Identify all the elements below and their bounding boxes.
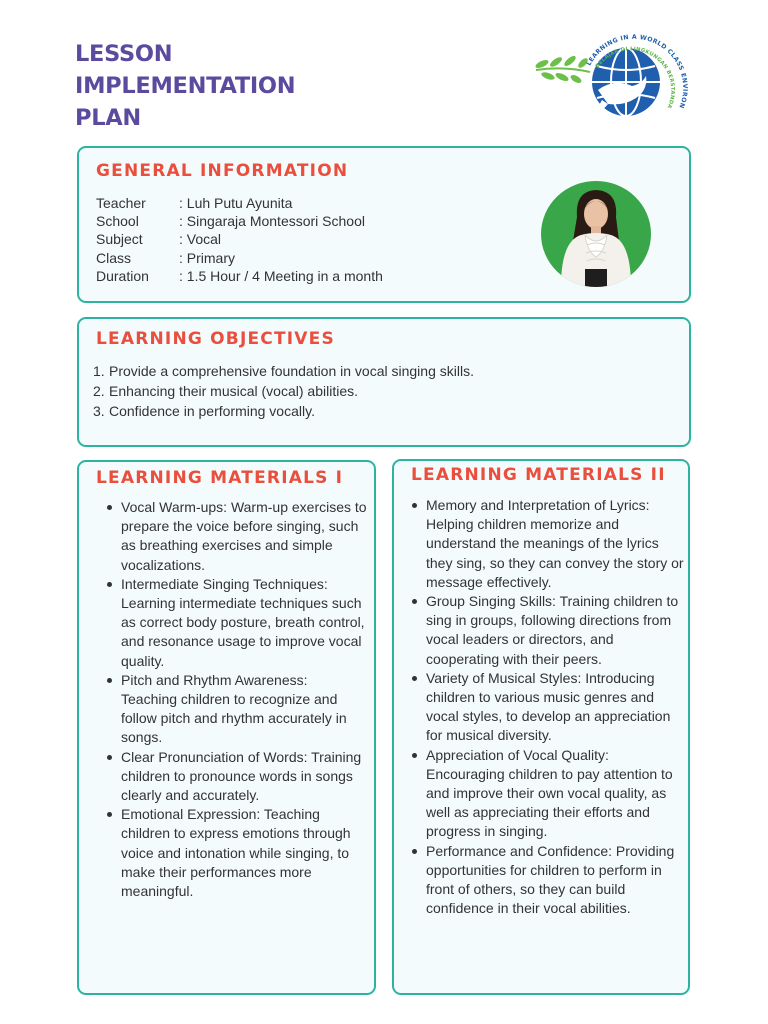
list-item	[93, 361, 474, 381]
svg-text:BELAJAR DI LINGKUNGAN BERSTAND: BELAJAR DI LINGKUNGAN BERSTANDA	[594, 46, 676, 110]
materials-2-list	[410, 496, 688, 918]
info-row-school	[96, 212, 383, 230]
learning-materials-2-heading: LEARNING MATERIALS II	[411, 465, 666, 485]
item-text: Enhancing their musical (vocal) abilities.	[109, 383, 358, 400]
list-item	[93, 401, 474, 421]
list-item: Vocal Warm-ups: Warm-up exercises to prepare the voice before singing, such as breathing exercises and simple vocalizations.	[105, 498, 367, 575]
school-logo	[528, 24, 693, 129]
list-item: Emotional Expression: Teaching children to express emotions through voice and intonation while singing, to make their performances more meaningful.	[105, 805, 367, 901]
info-value: : 1.5 Hour / 4 Meeting in a month	[179, 267, 383, 284]
objectives-list	[93, 361, 474, 422]
list-item: Intermediate Singing Techniques: Learning intermediate techniques such as correct body posture, breath control, and resonance usage to improve vocal quality.	[105, 575, 367, 671]
info-label: Class	[96, 249, 132, 266]
item-number: 2.	[93, 383, 105, 400]
learning-objectives-card	[77, 317, 691, 447]
general-information-list	[96, 194, 383, 285]
info-value: : Vocal	[179, 231, 222, 248]
item-number: 1.	[93, 363, 105, 379]
info-row-class	[96, 249, 383, 267]
general-information-card	[77, 146, 691, 303]
title-line-1: LESSON	[75, 41, 173, 67]
info-label: Teacher	[96, 195, 146, 211]
list-item: Appreciation of Vocal Quality: Encouraging children to pay attention to and improve their own vocal quality, as well as appreciating their efforts and progress in singing.	[410, 746, 688, 842]
list-item	[93, 381, 474, 401]
materials-1-list	[105, 498, 367, 901]
learning-materials-1-card	[77, 460, 376, 995]
page-title	[75, 38, 375, 134]
general-information-heading: GENERAL INFORMATION	[96, 161, 349, 181]
info-value: : Singaraja Montessori School	[179, 213, 365, 230]
title-line-3: PLAN	[75, 105, 141, 131]
list-item: Pitch and Rhythm Awareness: Teaching children to recognize and follow pitch and rhythm accurately in songs.	[105, 671, 367, 748]
teacher-photo	[541, 181, 651, 287]
item-text: Confidence in performing vocally.	[109, 403, 315, 420]
list-item: Group Singing Skills: Training children to sing in groups, following directions from vocal leaders or directors, and cooperating with their peers.	[410, 592, 688, 669]
title-line-2: IMPLEMENTATION	[75, 73, 296, 99]
list-item: Clear Pronunciation of Words: Training children to pronounce words in songs clearly and accurately.	[105, 748, 367, 806]
learning-objectives-heading: LEARNING OBJECTIVES	[96, 329, 335, 349]
info-row-subject	[96, 230, 383, 248]
info-value: : Primary	[179, 249, 235, 266]
teacher-portrait-icon	[541, 181, 651, 287]
svg-text:LEARNING IN A WORLD CLASS ENVI: LEARNING IN A WORLD CLASS ENVIRON	[585, 33, 689, 110]
info-row-duration	[96, 267, 383, 285]
globe-dove-logo-icon	[528, 24, 693, 129]
learning-materials-1-heading: LEARNING MATERIALS I	[96, 468, 344, 488]
list-item: Performance and Confidence: Providing opportunities for children to perform in front of others, so they can build confidence in their vocal abilities.	[410, 842, 688, 919]
item-number: 3.	[93, 403, 105, 420]
item-text: Provide a comprehensive foundation in vocal singing skills.	[109, 363, 474, 379]
list-item: Memory and Interpretation of Lyrics: Helping children memorize and understand the meanings of the lyrics they sing, so they can convey the story or message effectively.	[410, 496, 688, 592]
info-label: Subject	[96, 231, 143, 248]
info-row-teacher	[96, 194, 383, 212]
info-label: School	[96, 213, 139, 230]
list-item: Variety of Musical Styles: Introducing children to various music genres and vocal styles, to develop an appreciation for musical diversity.	[410, 669, 688, 746]
learning-materials-2-card	[392, 459, 690, 995]
info-label: Duration	[96, 267, 149, 284]
info-value: : Luh Putu Ayunita	[179, 195, 293, 211]
